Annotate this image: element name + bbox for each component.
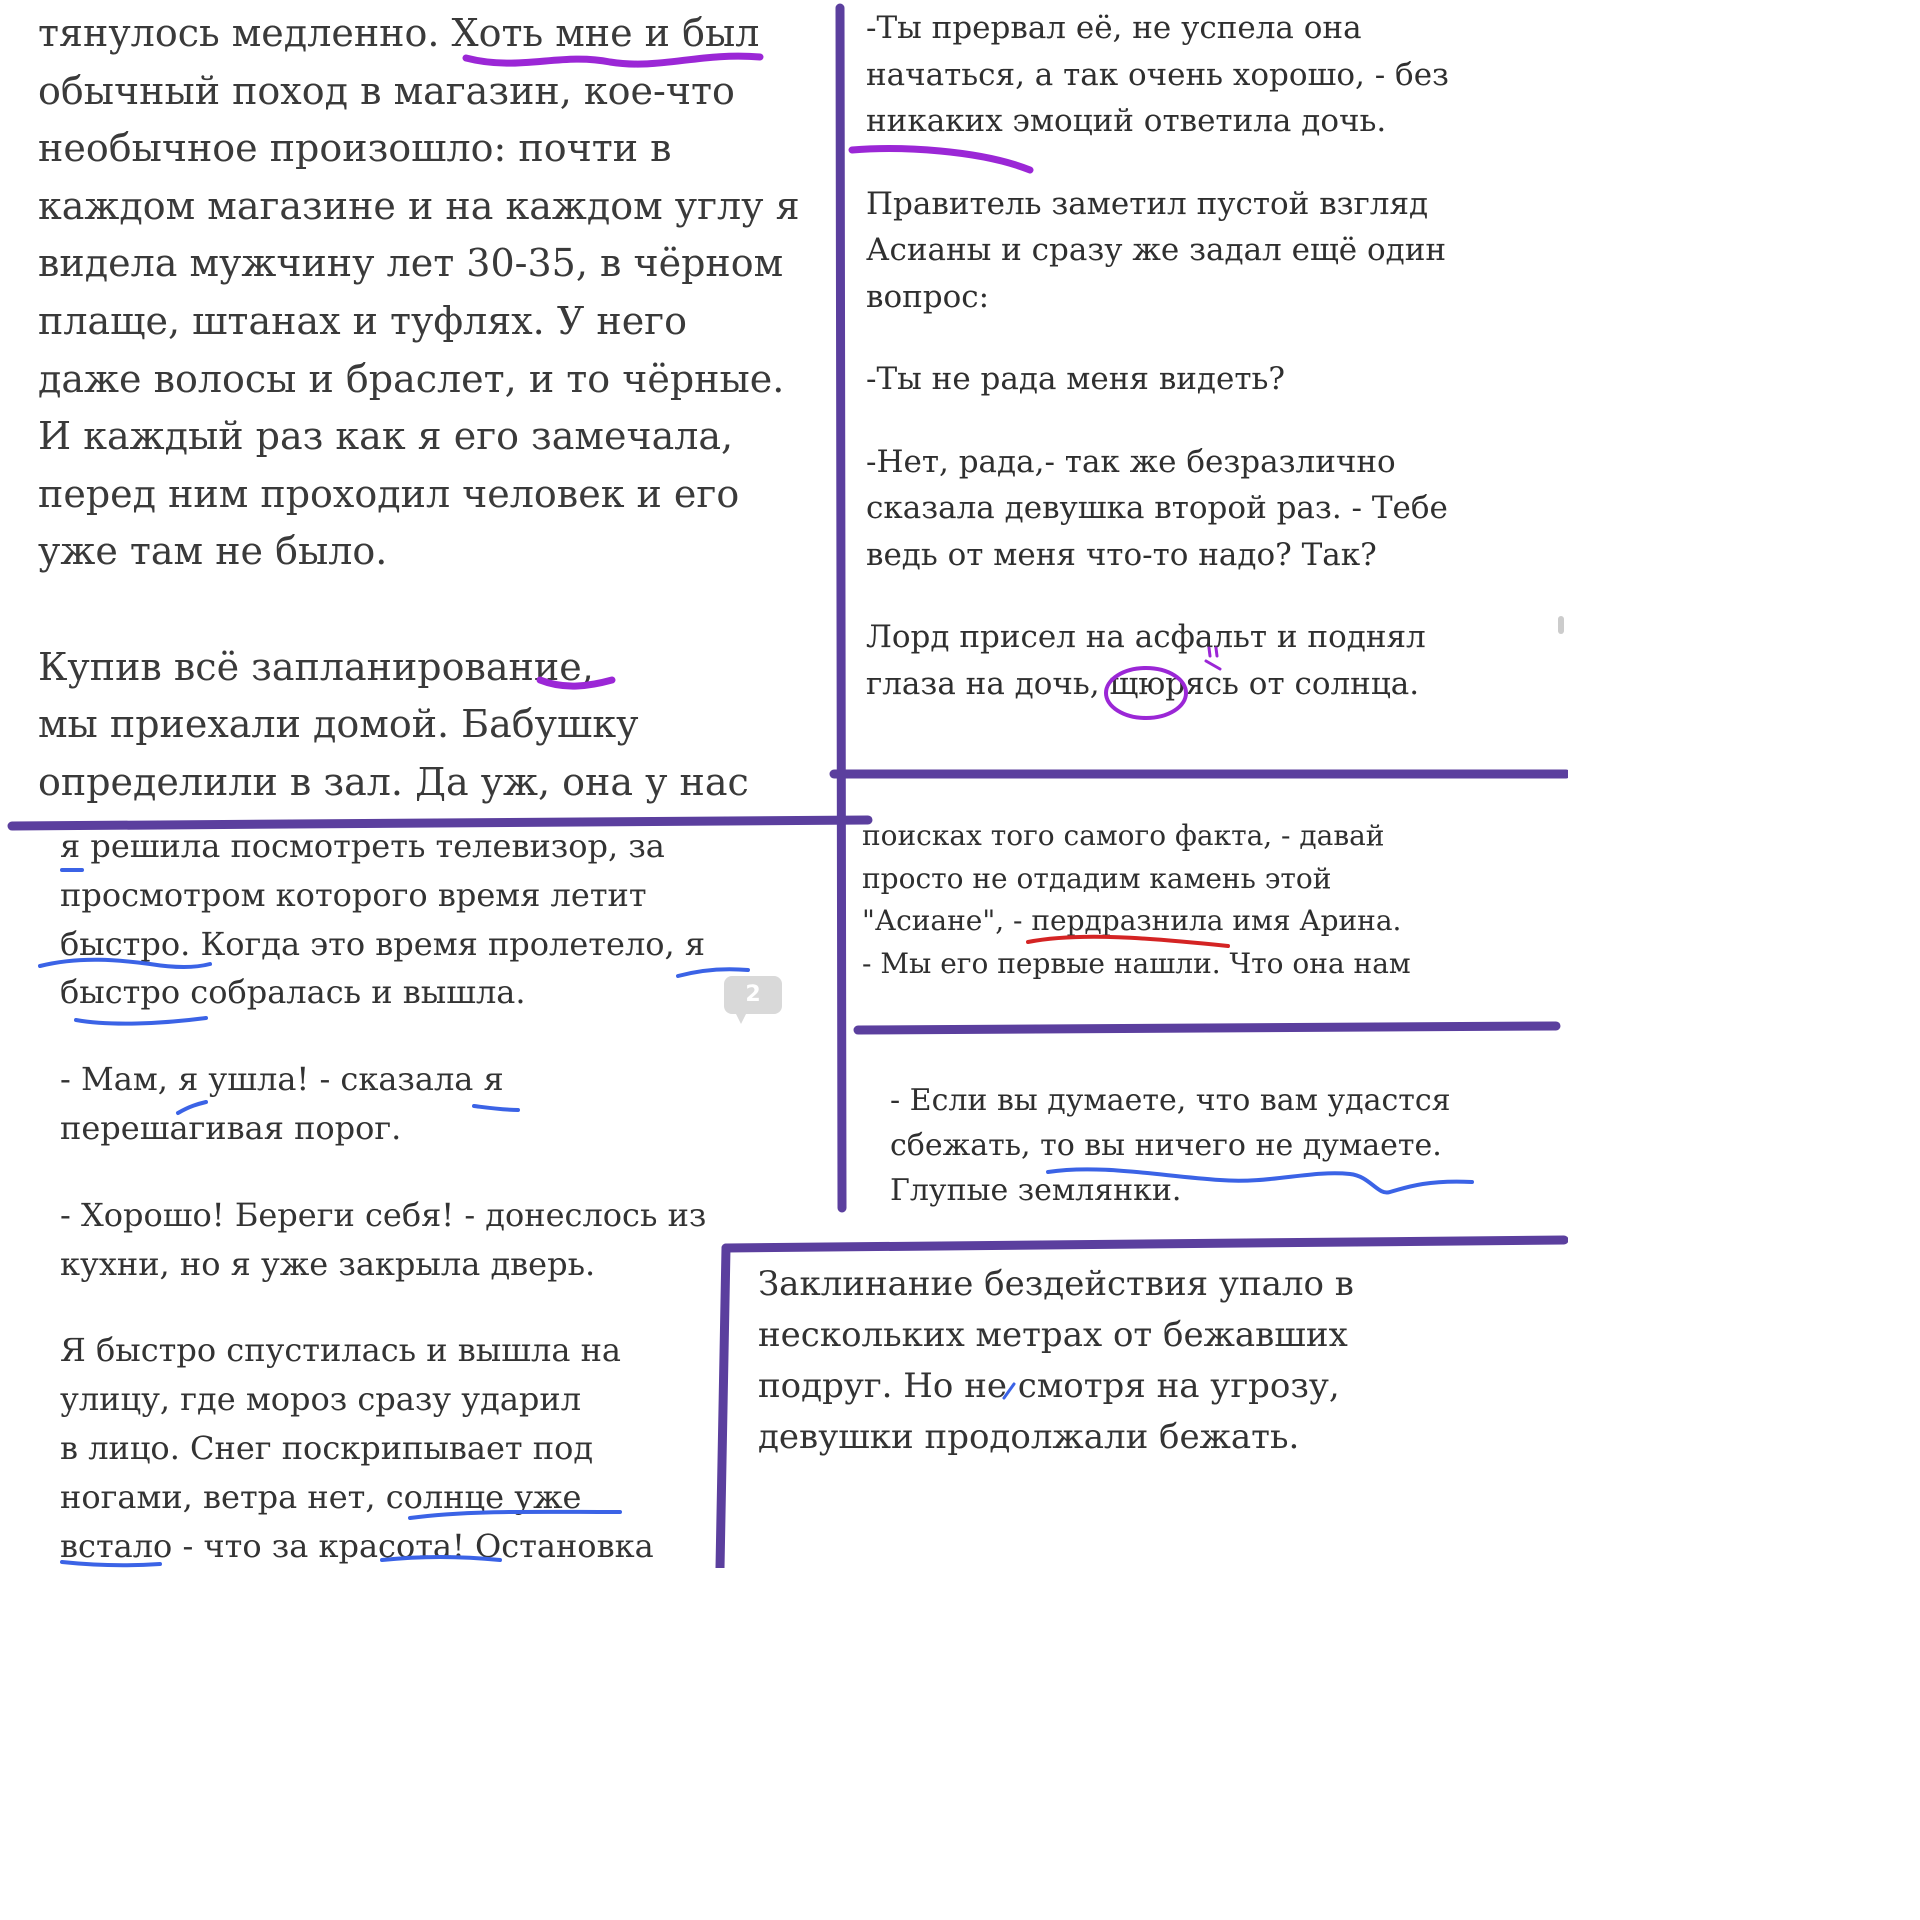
text-line: Заклинание бездействия упало в <box>758 1264 1354 1304</box>
text-line: просмотром которого время летит <box>60 875 647 914</box>
text-line: сказала девушка второй раз. - Тебе <box>866 490 1448 526</box>
text-line: я решила посмотреть телевизор, за <box>60 828 665 865</box>
text-line: - Если вы думаете, что вам удастся <box>890 1083 1451 1118</box>
text-line: нескольких метрах от бежавших <box>758 1315 1348 1355</box>
text-line: плаще, штанах и туфлях. У него <box>38 298 687 343</box>
text-line: уже там не было. <box>38 529 388 574</box>
text-line: "Асиане", - пердразнила имя Арина. <box>862 904 1402 937</box>
text-line: просто не отдадим камень этой <box>862 861 1332 895</box>
text-panel-middle-right <box>848 818 1568 1022</box>
text-line: -Нет, рада,- так же безразлично <box>866 443 1396 480</box>
text-line: Глупые землянки. <box>890 1173 1182 1208</box>
text-line: девушки продолжали бежать. <box>758 1417 1300 1457</box>
panel-divider <box>840 8 842 1208</box>
text-line: ногами, ветра нет, солнце уже <box>60 1477 582 1516</box>
text-line: начаться, а так очень хорошо, - без <box>866 56 1449 93</box>
text-line <box>866 145 1449 181</box>
text-line: - Хорошо! Береги себя! - донеслось из <box>60 1195 707 1234</box>
text-panel-right-quote <box>848 1034 1568 1234</box>
text-line: мы приехали домой. Бабушку <box>38 702 639 747</box>
comment-count-badge[interactable]: 2 <box>724 976 782 1014</box>
text-line: каждом магазине и на каждом углу я <box>38 183 800 228</box>
text-line: видела мужчину лет 30-35, в чёрном <box>38 241 784 286</box>
text-panel-top-right <box>846 0 1568 768</box>
text-line: -Ты прервал её, не успела она <box>866 10 1362 46</box>
text-panel-top-left <box>0 0 836 822</box>
text-line: ведь от меня что-то надо? Так? <box>866 536 1377 573</box>
text-line: - Мам, я ушла! - сказала я <box>60 1060 504 1099</box>
text-line: поисках того самого факта, - давай <box>862 819 1385 852</box>
text-line: Правитель заметил пустой взгляд <box>866 185 1429 222</box>
panel-divider <box>726 1240 1564 1248</box>
text-line <box>60 1153 706 1191</box>
text-line: встало - что за красота! Остановка <box>60 1526 654 1565</box>
text-line <box>866 403 1449 439</box>
text-line: сбежать, то вы ничего не думаете. <box>890 1128 1442 1163</box>
text-line: Асианы и сразу же задал ещё один <box>866 232 1447 268</box>
text-line <box>60 1017 706 1055</box>
text-line <box>38 581 800 639</box>
paragraph-block <box>38 5 800 811</box>
text-line: тянулось медленно. Хоть мне и был <box>38 11 760 55</box>
text-line: быстро собралась и вышла. <box>60 973 526 1012</box>
text-line: кухни, но я уже закрыла дверь. <box>60 1244 596 1283</box>
text-panel-bottom-left <box>0 828 838 1568</box>
text-line: даже волосы и браслет, и то чёрные. <box>38 356 785 401</box>
paragraph-block <box>758 1259 1354 1463</box>
panel-divider <box>858 1026 1556 1030</box>
paragraph-block <box>60 828 706 1568</box>
text-line: глаза на дочь, щюрясь от солнца. <box>866 665 1420 702</box>
text-line: в лицо. Снег поскрипывает под <box>60 1428 594 1467</box>
text-line <box>866 320 1449 356</box>
scrollbar-handle[interactable] <box>1558 616 1564 634</box>
text-line <box>866 578 1449 614</box>
text-line: перед ним проходил человек и его <box>38 471 740 516</box>
text-line: -Ты не рада меня видеть? <box>866 361 1286 397</box>
text-line <box>60 1288 706 1326</box>
text-line: Я быстро спустилась и вышла на <box>60 1331 621 1370</box>
text-line: Купив всё запланирование, <box>38 644 594 689</box>
text-line: необычное произошло: почти в <box>38 126 672 171</box>
text-line: Лорд присел на асфальт и поднял <box>866 619 1426 655</box>
paragraph-block <box>862 818 1411 985</box>
paragraph-block <box>866 5 1449 707</box>
text-panel-bottom-right <box>726 1250 1568 1568</box>
text-line: быстро. Когда это время пролетело, я <box>60 924 706 963</box>
text-line: И каждый раз как я его замечала, <box>38 414 734 459</box>
text-line: вопрос: <box>866 278 990 315</box>
text-line: перешагивая порог. <box>60 1108 402 1147</box>
paragraph-block <box>890 1078 1451 1213</box>
text-line: подруг. Но не смотря на угрозу, <box>758 1366 1340 1406</box>
text-line: никаких эмоций ответила дочь. <box>866 103 1387 139</box>
text-line: - Мы его первые нашли. Что она нам <box>862 946 1411 980</box>
text-line: улицу, где мороз сразу ударил <box>60 1380 582 1419</box>
text-line: обычный поход в магазин, кое-что <box>38 68 735 113</box>
text-line: определили в зал. Да уж, она у нас <box>38 759 749 804</box>
